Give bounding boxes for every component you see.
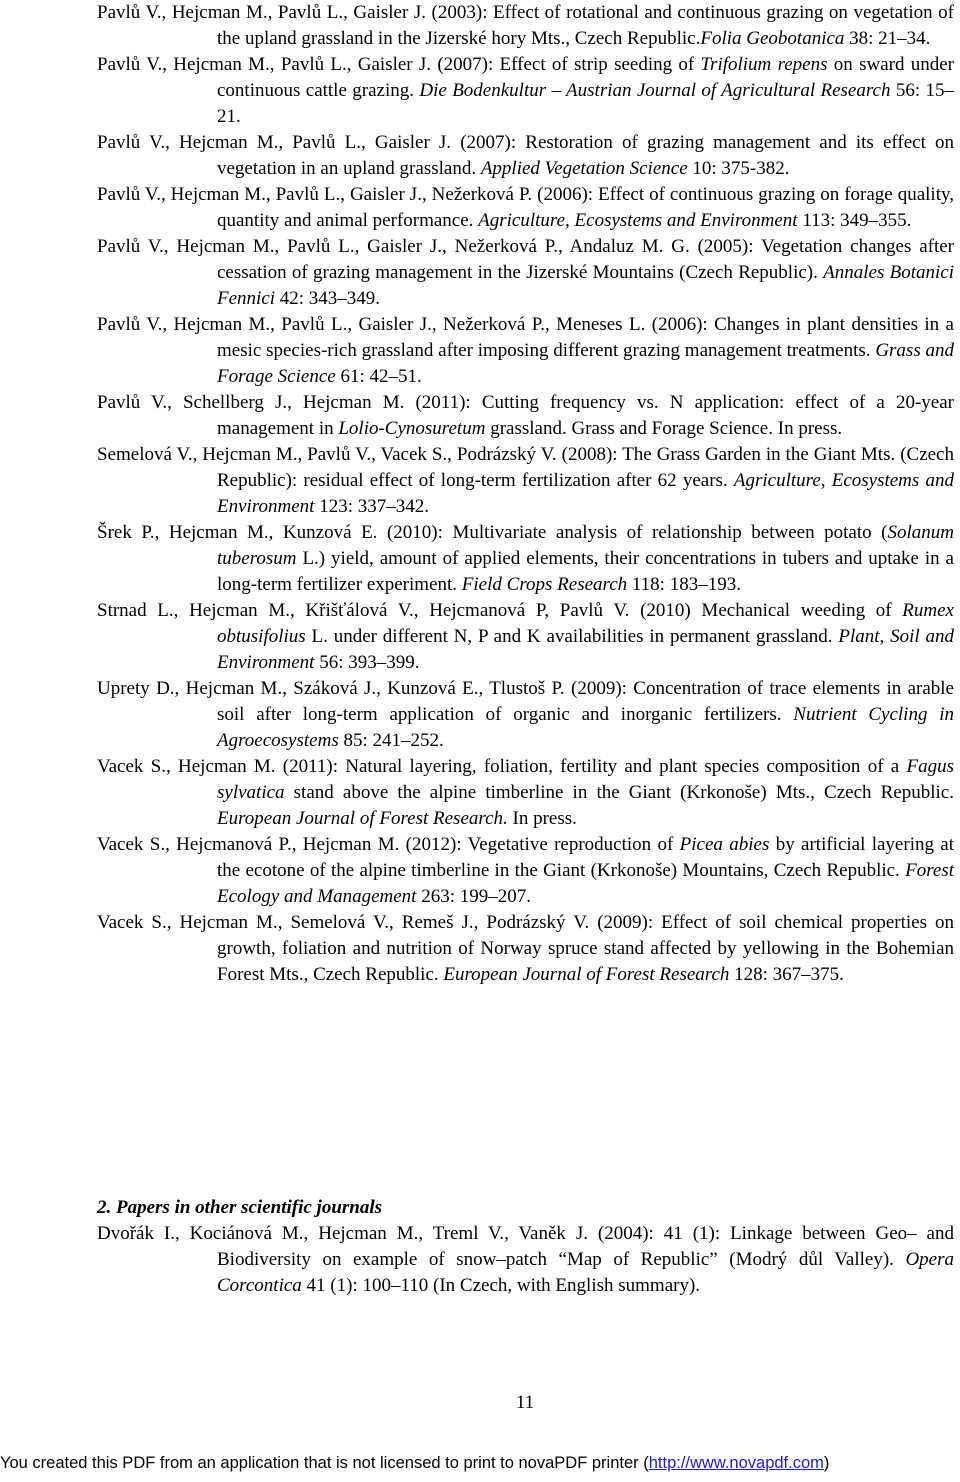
section-heading: 2. Papers in other scientific journals [97,1197,383,1218]
pdf-footer-notice: You created this PDF from an application that is not licensed to print to novaPDF printer (http://www.novapdf.com) [0,1454,830,1472]
reference-item: Vacek S., Hejcmanová P., Hejcman M. (2012): Vegetative reproduction of Picea abies by artificial layering at the ecotone of the alpine timberline in the Giant (Krkonoše) Mountains, Czech Republic. Forest Ecology and Management 263: 199–207. [97,834,955,907]
reference-item: Vacek S., Hejcman M., Semelová V., Remeš J., Podrázský V. (2009): Effect of soil chemical properties on growth, foliation and nutrition of Norway spruce stand affected by yellowing in the Bohemian Forest Mts., Czech Republic. European Journal of Forest Research 128: 367–375. [97,912,954,985]
reference-item: Šrek P., Hejcman M., Kunzová E. (2010): Multivariate analysis of relationship between potato (Solanum tuberosum L.) yield, amount of applied elements, their concentrations in tubers and uptake in a long-term fertilizer experiment. Field Crops Research 118: 183–193. [97,522,954,595]
reference-item: Pavlů V., Schellberg J., Hejcman M. (2011): Cutting frequency vs. N application: effect of a 20-year management in Lolio-Cynosuretum grassland. Grass and Forage Science. In press. [97,392,954,439]
page-number: 11 [515,1392,535,1413]
reference-list [97,0,954,988]
reference-item: Semelová V., Hejcman M., Pavlů V., Vacek S., Podrázský V. (2008): The Grass Garden in the Giant Mts. (Czech Republic): residual effect of long-term fertilization after 62 years. Agriculture, Ecosystems and Environment 123: 337–342. [97,444,954,517]
reference-item: Dvořák I., Kociánová M., Hejcman M., Treml V., Vaněk J. (2004): 41 (1): Linkage between Geo– and Biodiversity on example of snow–patch “Map of Republic” (Modrý důl Valley). Opera Corcontica 41 (1): 100–110 (In Czech, with English summary). [97,1223,954,1296]
reference-item: Vacek S., Hejcman M. (2011): Natural layering, foliation, fertility and plant species composition of a Fagus sylvatica stand above the alpine timberline in the Giant (Krkonoše) Mts., Czech Republic. European Journal of Forest Research. In press. [97,756,954,829]
reference-list-other-journals [97,1221,954,1299]
reference-item: Pavlů V., Hejcman M., Pavlů L., Gaisler J. (2007): Effect of strip seeding of Trifolium repens on sward under continuous cattle grazing. Die Bodenkultur – Austrian Journal of Agricultural Research 56: 15–21. [97,54,955,127]
reference-item: Pavlů V., Hejcman M., Pavlů L., Gaisler J. (2003): Effect of rotational and continuous grazing on vegetation of the upland grassland in the Jizerské hory Mts., Czech Republic.Folia Geobotanica 38: 21–34. [97,2,954,49]
novapdf-link[interactable]: http://www.novapdf.com [648,1454,824,1472]
reference-item: Strnad L., Hejcman M., Křišťálová V., Hejcmanová P, Pavlů V. (2010) Mechanical weeding of Rumex obtusifolius L. under different N, P and K availabilities in permanent grassland. Plant, Soil and Environment 56: 393–399. [97,600,954,673]
reference-item: Pavlů V., Hejcman M., Pavlů L., Gaisler J. (2007): Restoration of grazing management and its effect on vegetation in an upland grassland. Applied Vegetation Science 10: 375-382. [97,132,954,179]
reference-item: Pavlů V., Hejcman M., Pavlů L., Gaisler J., Nežerková P., Meneses L. (2006): Changes in plant densities in a mesic species-rich grassland after imposing different grazing management treatments. Grass and Forage Science 61: 42–51. [97,314,954,387]
reference-item: Uprety D., Hejcman M., Száková J., Kunzová E., Tlustoš P. (2009): Concentration of trace elements in arable soil after long-term application of organic and inorganic fertilizers. Nutrient Cycling in Agroecosystems 85: 241–252. [97,678,954,751]
reference-item: Pavlů V., Hejcman M., Pavlů L., Gaisler J., Nežerková P. (2006): Effect of continuous grazing on forage quality, quantity and animal performance. Agriculture, Ecosystems and Environment 113: 349–355. [97,184,954,231]
reference-item: Pavlů V., Hejcman M., Pavlů L., Gaisler J., Nežerková P., Andaluz M. G. (2005): Vegetation changes after cessation of grazing management in the Jizerské Mountains (Czech Republic). Annales Botanici Fennici 42: 343–349. [97,236,954,309]
